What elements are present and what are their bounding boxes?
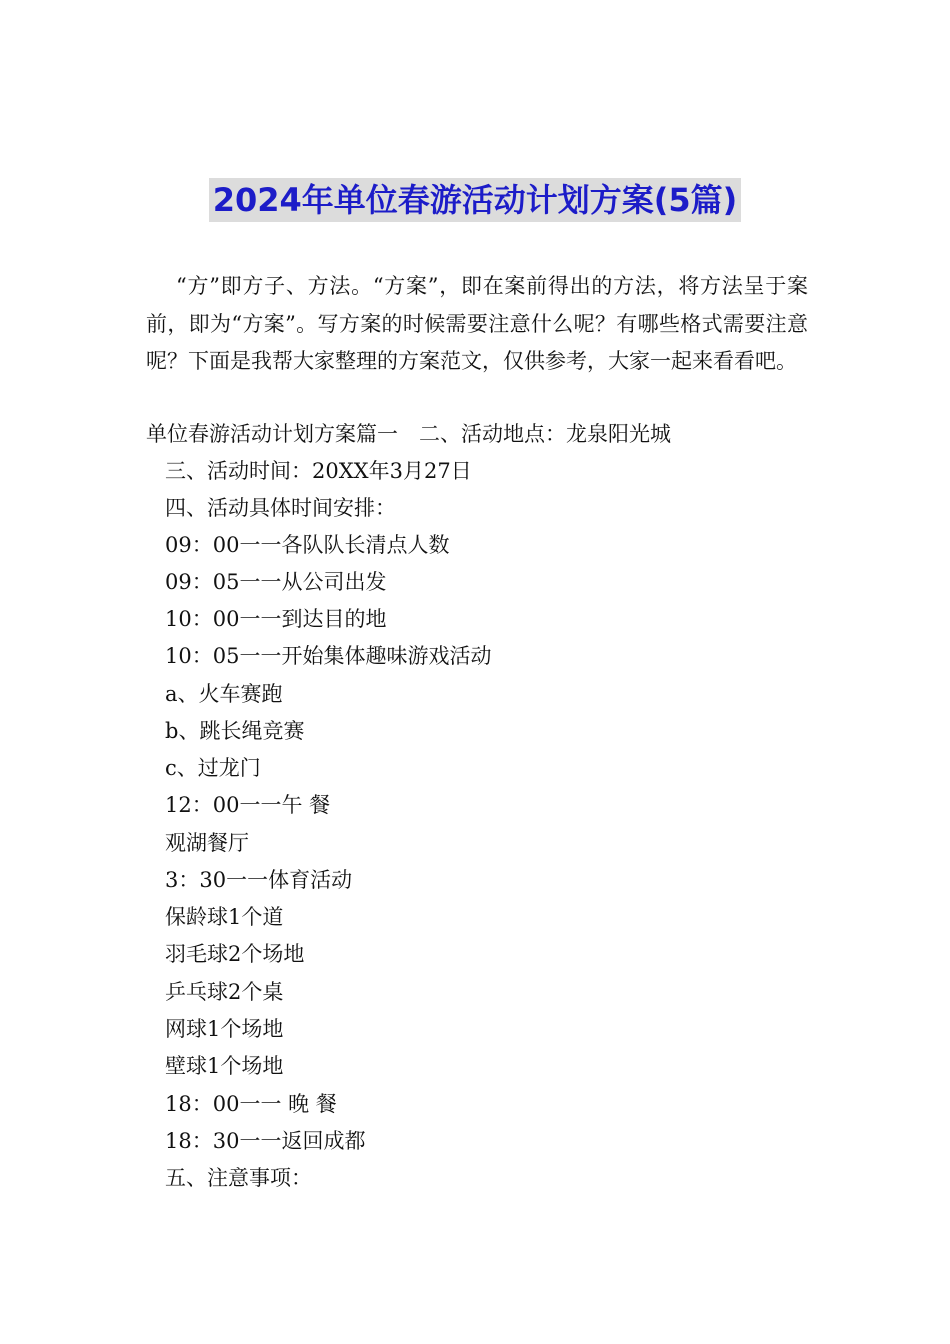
title-container (0, 178, 950, 222)
intro-paragraph: “方”即方子、方法。“方案”，即在案前得出的方法，将方法呈于案前，即为“方案”。写方案的时候需要注意什么呢？有哪些格式需要注意呢？下面是我帮大家整理的方案范文，仅供参考，大家一起来看看吧。 (146, 274, 808, 373)
schedule-item: 10：00一一到达目的地 (165, 607, 387, 631)
game-item: a、火车赛跑 (165, 682, 283, 706)
game-item: c、过龙门 (165, 756, 261, 780)
section-heading-line: 单位春游活动计划方案篇一 二、活动地点：龙泉阳光城 (146, 422, 671, 446)
schedule-item: 12：00一一午 餐 (165, 793, 331, 817)
schedule-item: 18：30一一返回成都 (165, 1129, 366, 1153)
sport-item: 网球1个场地 (165, 1017, 284, 1041)
game-item: b、跳长绳竞赛 (165, 719, 305, 743)
schedule-item: 18：00一一 晚 餐 (165, 1092, 337, 1116)
sport-item: 羽毛球2个场地 (165, 942, 305, 966)
sport-item: 保龄球1个道 (165, 905, 284, 929)
schedule-item: 3：30一一体育活动 (165, 868, 353, 892)
schedule-item: 10：05一一开始集体趣味游戏活动 (165, 644, 492, 668)
sport-item: 壁球1个场地 (165, 1054, 284, 1078)
notes-heading-line: 五、注意事项： (165, 1166, 312, 1190)
schedule-item: 09：05一一从公司出发 (165, 570, 387, 594)
document-title: 2024年单位春游活动计划方案(5篇) (209, 178, 742, 222)
venue-line: 观湖餐厅 (165, 831, 249, 855)
activity-time-line: 三、活动时间：20XX年3月27日 (165, 459, 472, 483)
sport-item: 乒乓球2个桌 (165, 980, 284, 1004)
schedule-heading-line: 四、活动具体时间安排： (165, 496, 396, 520)
schedule-item: 09：00一一各队队长清点人数 (165, 533, 450, 557)
